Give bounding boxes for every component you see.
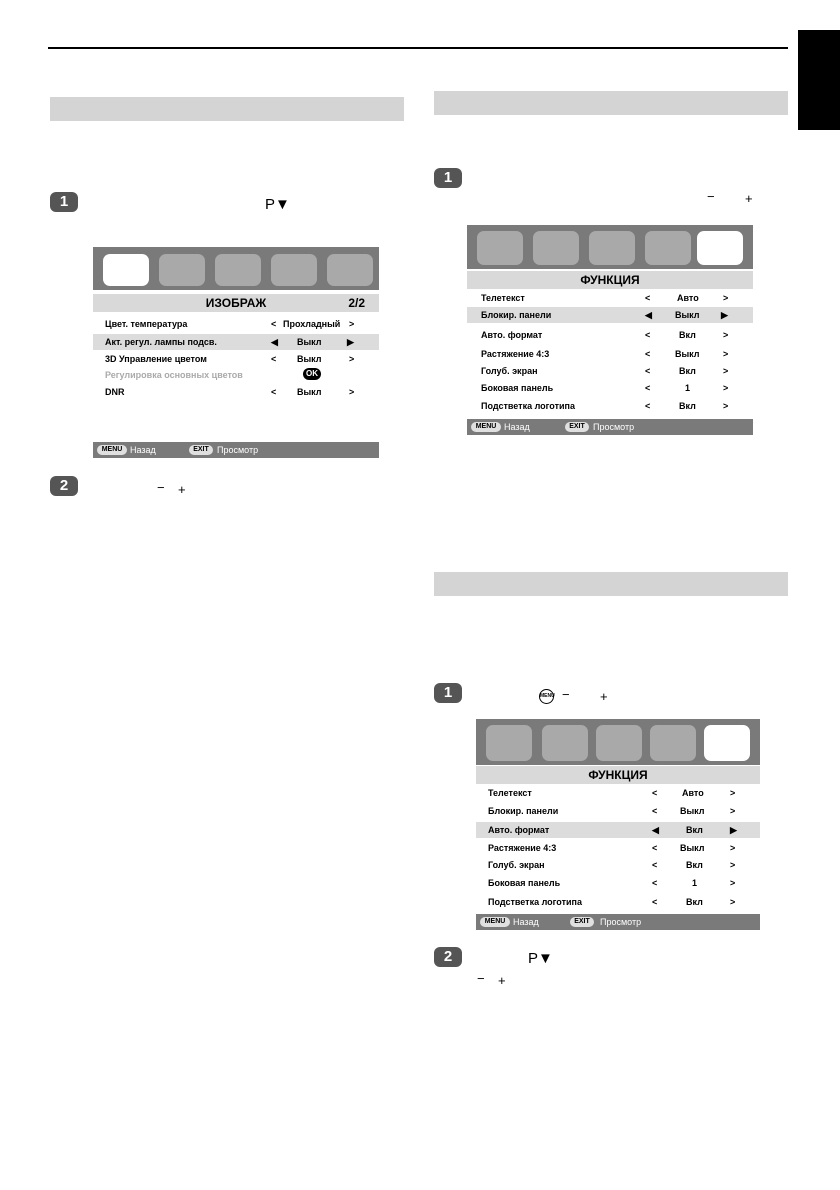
row-label: Телетекст	[481, 293, 525, 303]
menu-row[interactable]	[467, 347, 753, 361]
menu-row[interactable]	[93, 352, 379, 366]
row-label: Боковая панель	[488, 878, 561, 888]
row-value: Выкл	[297, 337, 322, 347]
menu-row-selected[interactable]	[467, 307, 753, 323]
function-icon[interactable]	[704, 725, 750, 761]
left-triangle-icon: ◀	[652, 825, 659, 835]
function-menu-top	[467, 225, 753, 435]
row-value: Выкл	[297, 354, 322, 364]
right-arrow-icon: >	[349, 319, 355, 329]
menu-row[interactable]	[467, 381, 753, 395]
menu-title-bar	[93, 294, 379, 312]
row-value: Выкл	[680, 806, 705, 816]
menu-row[interactable]	[476, 786, 760, 800]
back-label: Назад	[513, 917, 539, 927]
setup-icon[interactable]	[589, 231, 635, 265]
right-arrow-icon: >	[349, 387, 355, 397]
row-label: DNR	[105, 387, 125, 397]
left-arrow-icon: <	[645, 330, 651, 340]
exit-key-icon: EXIT	[570, 917, 594, 927]
right-arrow-icon: >	[723, 349, 729, 359]
row-value: Прохладный	[283, 319, 341, 329]
menu-footer	[476, 914, 760, 930]
exit-key-icon: EXIT	[189, 445, 213, 455]
menu-row-selected[interactable]	[476, 822, 760, 838]
volume-minus-symbol: −	[707, 189, 715, 204]
menu-icon-strip	[467, 225, 753, 269]
ok-button-icon: OK	[303, 368, 321, 380]
right-arrow-icon: >	[730, 806, 736, 816]
step-2-badge: 2	[50, 476, 78, 496]
row-label: Подстветка логотипа	[488, 897, 582, 907]
row-value: Выкл	[680, 843, 705, 853]
row-value: 1	[692, 878, 698, 888]
volume-plus-symbol: +	[178, 482, 186, 497]
left-arrow-icon: <	[645, 366, 651, 376]
right-arrow-icon: >	[723, 330, 729, 340]
menu-title: ФУНКЦИЯ	[580, 273, 640, 287]
menu-footer	[467, 419, 753, 435]
row-label: 3D Управление цветом	[105, 354, 207, 364]
setup-icon[interactable]	[596, 725, 642, 761]
left-arrow-icon: <	[645, 293, 651, 303]
left-arrow-icon: <	[652, 897, 658, 907]
top-rule	[48, 47, 788, 49]
step-2-badge-right-bottom: 2	[434, 947, 462, 967]
left-arrow-icon: <	[645, 401, 651, 411]
picture-icon[interactable]	[103, 254, 149, 286]
function-menu-bottom	[476, 719, 760, 931]
timer-icon[interactable]	[645, 231, 691, 265]
menu-title: ИЗОБРАЖ	[205, 296, 267, 310]
right-arrow-icon: >	[730, 897, 736, 907]
timer-icon[interactable]	[650, 725, 696, 761]
row-label: Блокир. панели	[488, 806, 559, 816]
row-label: Акт. регул. лампы подсв.	[105, 337, 217, 347]
right-triangle-icon: ▶	[721, 310, 728, 320]
menu-row[interactable]	[467, 328, 753, 342]
exit-key-icon: EXIT	[565, 422, 589, 432]
menu-row-disabled	[93, 368, 379, 382]
back-label: Назад	[504, 422, 530, 432]
right-arrow-icon: >	[730, 878, 736, 888]
volume-plus-symbol: +	[498, 973, 506, 988]
menu-button-icon: MENU	[539, 689, 554, 704]
right-arrow-icon: >	[723, 293, 729, 303]
menu-key-icon: MENU	[97, 445, 127, 455]
left-arrow-icon: <	[271, 387, 277, 397]
row-value: Выкл	[675, 310, 700, 320]
step-1-badge-right-bottom: 1	[434, 683, 462, 703]
function-icon[interactable]	[697, 231, 743, 265]
language-side-tab	[798, 30, 840, 130]
menu-footer	[93, 442, 379, 458]
timer-icon[interactable]	[271, 254, 317, 286]
row-label: Телетекст	[488, 788, 532, 798]
row-value: Вкл	[679, 401, 696, 411]
menu-title-bar	[467, 271, 753, 289]
left-triangle-icon: ◀	[271, 337, 278, 347]
row-value: 1	[685, 383, 691, 393]
view-label: Просмотр	[217, 445, 259, 455]
sound-icon[interactable]	[159, 254, 205, 286]
row-label: Регулировка основных цветов	[105, 370, 243, 380]
left-arrow-icon: <	[652, 843, 658, 853]
row-label: Боковая панель	[481, 383, 554, 393]
left-arrow-icon: <	[652, 806, 658, 816]
function-icon[interactable]	[327, 254, 373, 286]
step-1-badge-right: 1	[434, 168, 462, 188]
setup-icon[interactable]	[215, 254, 261, 286]
menu-title-bar	[476, 766, 760, 784]
menu-row-selected[interactable]	[93, 334, 379, 350]
menu-icon-strip	[93, 247, 379, 290]
right-arrow-icon: >	[723, 383, 729, 393]
right-arrow-icon: >	[723, 366, 729, 376]
back-label: Назад	[130, 445, 156, 455]
menu-row[interactable]	[467, 399, 753, 413]
row-value: Вкл	[686, 897, 703, 907]
right-arrow-icon: >	[730, 860, 736, 870]
picture-icon[interactable]	[477, 231, 523, 265]
left-arrow-icon: <	[652, 878, 658, 888]
row-label: Цвет. температура	[105, 319, 188, 329]
right-arrow-icon: >	[730, 843, 736, 853]
menu-row[interactable]	[476, 804, 760, 818]
row-label: Растяжение 4:3	[488, 843, 557, 853]
left-arrow-icon: <	[645, 383, 651, 393]
menu-title: ФУНКЦИЯ	[588, 768, 648, 782]
right-triangle-icon: ▶	[730, 825, 737, 835]
row-label: Голуб. экран	[481, 366, 538, 376]
menu-row[interactable]	[476, 895, 760, 909]
row-label: Блокир. панели	[481, 310, 552, 320]
menu-page-indicator: 2/2	[348, 296, 365, 310]
left-arrow-icon: <	[652, 788, 658, 798]
volume-plus-symbol: +	[745, 191, 753, 206]
row-value: Вкл	[686, 860, 703, 870]
menu-row[interactable]	[93, 385, 379, 399]
section-bar-right-top	[434, 91, 788, 115]
left-triangle-icon: ◀	[645, 310, 652, 320]
right-arrow-icon: >	[723, 401, 729, 411]
sound-icon[interactable]	[533, 231, 579, 265]
left-arrow-icon: <	[271, 319, 277, 329]
volume-minus-symbol: −	[477, 971, 485, 986]
menu-row[interactable]	[93, 317, 379, 331]
p-down-key-symbol: P▼	[528, 950, 553, 967]
row-value: Авто	[677, 293, 699, 303]
view-label: Просмотр	[593, 422, 635, 432]
sound-icon[interactable]	[542, 725, 588, 761]
menu-key-icon: MENU	[480, 917, 510, 927]
view-label: Просмотр	[600, 917, 642, 927]
row-value: Вкл	[679, 366, 696, 376]
row-value: Выкл	[297, 387, 322, 397]
volume-minus-symbol: −	[157, 480, 165, 495]
left-arrow-icon: <	[652, 860, 658, 870]
right-arrow-icon: >	[349, 354, 355, 364]
row-label: Авто. формат	[481, 330, 543, 340]
volume-minus-symbol: −	[562, 687, 570, 702]
menu-icon-strip	[476, 719, 760, 765]
menu-key-icon: MENU	[471, 422, 501, 432]
step-1-badge: 1	[50, 192, 78, 212]
menu-row[interactable]	[476, 841, 760, 855]
left-arrow-icon: <	[271, 354, 277, 364]
row-label: Растяжение 4:3	[481, 349, 550, 359]
menu-row[interactable]	[476, 876, 760, 890]
right-triangle-icon: ▶	[347, 337, 354, 347]
left-arrow-icon: <	[645, 349, 651, 359]
row-label: Подстветка логотипа	[481, 401, 575, 411]
menu-row[interactable]	[467, 364, 753, 378]
row-value: Выкл	[675, 349, 700, 359]
row-value: Вкл	[686, 825, 703, 835]
row-label: Голуб. экран	[488, 860, 545, 870]
volume-plus-symbol: +	[600, 689, 608, 704]
menu-row[interactable]	[467, 291, 753, 305]
row-value: Авто	[682, 788, 704, 798]
p-down-key-symbol: P▼	[265, 196, 290, 213]
picture-icon[interactable]	[486, 725, 532, 761]
row-value: Вкл	[679, 330, 696, 340]
right-arrow-icon: >	[730, 788, 736, 798]
picture-menu	[93, 247, 379, 460]
section-bar-right-bottom	[434, 572, 788, 596]
section-bar-left	[50, 97, 404, 121]
row-label: Авто. формат	[488, 825, 550, 835]
menu-row[interactable]	[476, 858, 760, 872]
